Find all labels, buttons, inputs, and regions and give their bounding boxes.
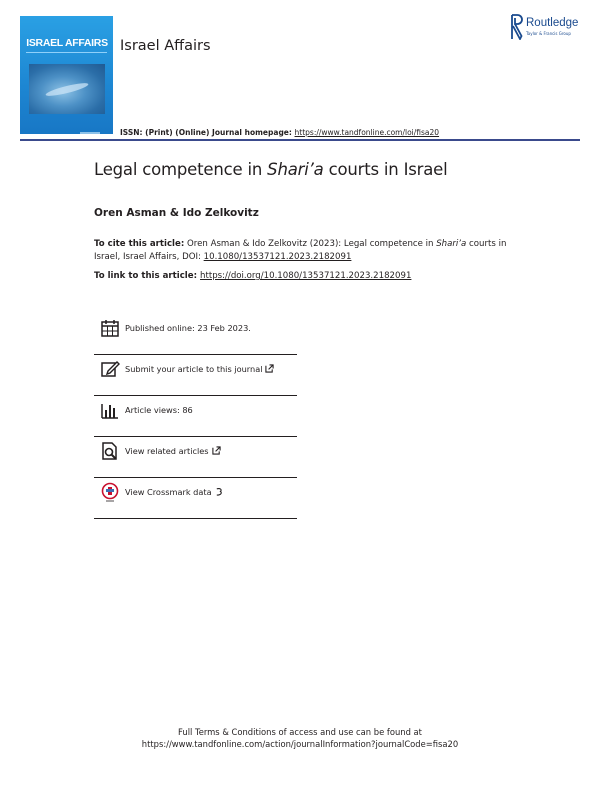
cover-rule — [26, 52, 107, 53]
article-views: Article views: 86 — [125, 405, 193, 415]
journal-name: Israel Affairs — [120, 38, 211, 54]
bar-chart-icon — [100, 400, 120, 420]
citation-block: To cite this article: Oren Asman & Ido Zelkovitz (2023): Legal competence in Shari’a courts in Israel, Israel Affairs, DOI: 10.1080/13537121.2023.2182091 — [94, 239, 507, 262]
external-link-icon — [212, 446, 221, 455]
calendar-icon — [100, 318, 120, 338]
crossmark-icon — [100, 482, 120, 502]
routledge-logo — [511, 14, 589, 44]
header-divider — [20, 139, 580, 141]
related-search-icon — [100, 441, 120, 461]
published-date: Published online: 23 Feb 2023. — [125, 323, 251, 333]
views-row — [94, 396, 297, 437]
submit-article-link[interactable]: Submit your article to this journal — [125, 364, 274, 374]
cover-title: ISRAEL AFFAIRS — [26, 37, 108, 49]
related-row[interactable] — [94, 437, 297, 478]
routledge-r-icon — [511, 14, 523, 40]
external-link-icon — [265, 364, 274, 373]
related-articles-link[interactable]: View related articles — [125, 446, 221, 456]
article-url-link[interactable]: https://doi.org/10.1080/13537121.2023.2182091 — [200, 271, 412, 281]
cite-label: To cite this article: — [94, 239, 185, 249]
publisher-name: Routledge — [526, 17, 579, 29]
crossmark-link[interactable]: View Crossmark data — [125, 487, 224, 497]
footer-line-1: Full Terms & Conditions of access and use can be found at — [178, 727, 422, 737]
link-to-article — [94, 271, 411, 281]
journal-cover — [20, 16, 113, 134]
submit-row[interactable] — [94, 355, 297, 396]
doi-link[interactable]: 10.1080/13537121.2023.2182091 — [203, 252, 352, 262]
issn-label: ISSN: (Print) (Online) Journal homepage: — [120, 128, 295, 137]
link-label: To link to this article: — [94, 271, 201, 281]
article-authors: Oren Asman & Ido Zelkovitz — [94, 207, 259, 219]
issn-line — [120, 128, 439, 137]
article-title: Legal competence in Shari’a courts in Israel — [94, 160, 448, 179]
edit-pencil-icon — [100, 359, 120, 379]
footer-terms — [0, 726, 600, 750]
publisher-subtitle: Taylor & Francis Group — [526, 31, 571, 36]
footer-journal-link[interactable]: https://www.tandfonline.com/action/journalInformation?journalCode=fisa20 — [141, 739, 459, 749]
cover-publisher-mark — [80, 132, 100, 134]
crossmark-row[interactable] — [94, 478, 297, 519]
journal-homepage-link[interactable]: https://www.tandfonline.com/loi/fisa20 — [294, 128, 440, 137]
article-info-list — [94, 314, 297, 519]
crossmark-arrow-icon — [215, 487, 224, 496]
published-row — [94, 314, 297, 355]
cover-photo — [29, 64, 105, 114]
